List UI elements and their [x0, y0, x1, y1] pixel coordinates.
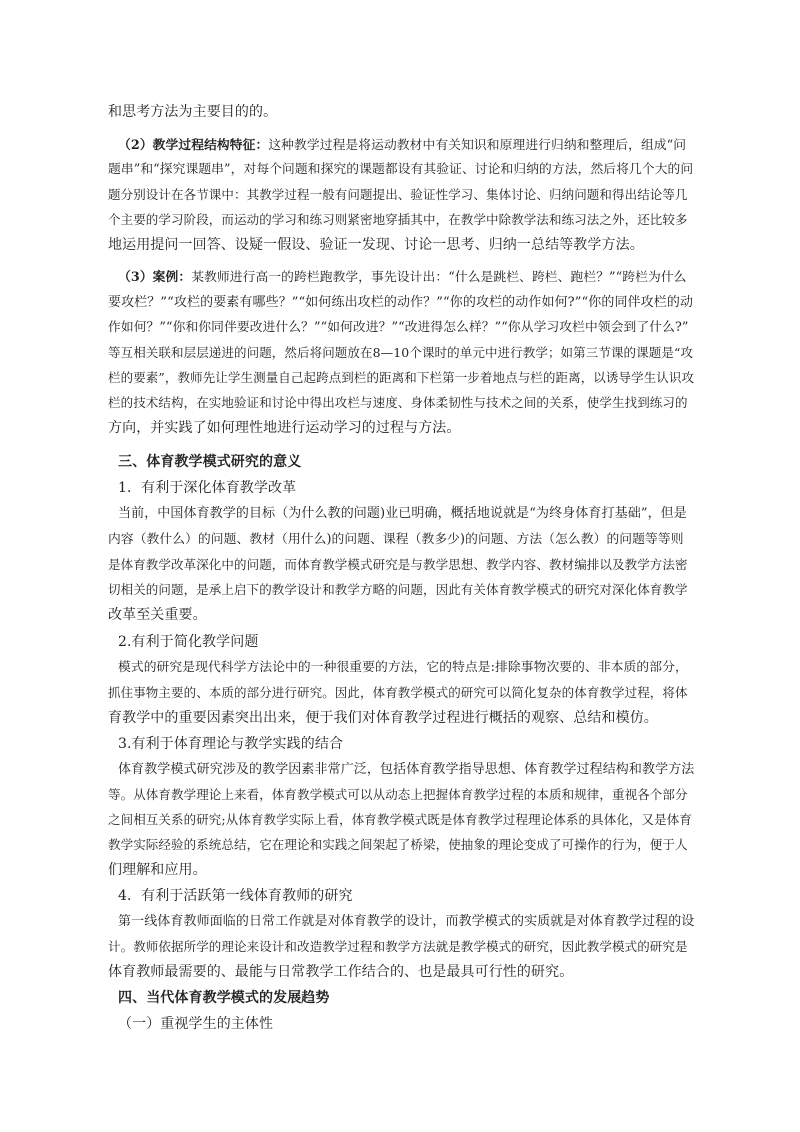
paragraph-line: 栏的要素”，教师先让学生测量自己起跨点到栏的距离和下栏第一步着地点与栏的距离，以诱导学生认识攻 — [108, 370, 694, 385]
paragraph-line: 改革至关重要。 — [108, 607, 207, 623]
paragraph-line: 题串”和“探究课题串”，对每个问题和探究的课题都设有其验证、讨论和归纳的方法，然后将几个大的问 — [108, 162, 694, 177]
paragraph-line: 方向，并实践了如何理性地进行运动学习的过程与方法。 — [108, 420, 461, 436]
chapter-heading-4: 四、当代体育教学模式的发展趋势 — [118, 990, 330, 1006]
paragraph-line: 栏的技术结构，在实地验证和讨论中得出攻栏与速度、身体柔韧性与技术之间的关系，使学生找到练习的 — [108, 395, 688, 410]
paragraph-line: 切相关的问题，是承上启下的教学设计和教学方略的问题，因此有关体育教学模式的研究对深化体育教学 — [108, 582, 688, 597]
paragraph-line: 等。从体育教学理论上来看，体育教学模式可以从动态上把握体育教学过程的本质和规律，重视各个部分 — [108, 787, 688, 802]
paragraph-line: 教学实际经验的系统总结，它在理论和实践之间架起了桥梁，使抽象的理论变成了可操作的行为，便于人 — [108, 837, 688, 852]
paragraph-line: 抓住事物主要的、本质的部分进行研究。因此，体育教学模式的研究可以简化复杂的体育教学过程，将体 — [108, 685, 688, 700]
paragraph-line: 个主要的学习阶段，而运动的学习和练习则紧密地穿插其中，在教学中除教学法和练习法之外，还比较多 — [108, 212, 688, 227]
paragraph-line: 要攻栏？”“攻栏的要素有哪些？”“如何练出攻栏的动作？”“你的攻栏的动作如何?”“你的同伴攻栏的动 — [108, 295, 694, 310]
paragraph-line: 地运用提问一回答、设疑一假设、验证一发现、讨论一思考、归纳一总结等教学方法。 — [108, 237, 644, 253]
paragraph-line: 题分别设计在各节课中：其教学过程一般有问题提出、验证性学习、集体讨论、归纳问题和得出结论等几 — [108, 187, 688, 202]
subheading-4-1: （一）重视学生的主体性 — [118, 1016, 274, 1032]
paragraph-line: 模式的研究是现代科学方法论中的一种很重要的方法，它的特点是:排除事物次要的、非本质的部分， — [118, 660, 688, 675]
subheading-3: 3.有利于体育理论与教学实践的结合 — [118, 736, 344, 752]
paragraph-line: 是体育教学改革深化中的问题，而体育教学模式研究是与教学思想、教学内容、教材编排以及教学方法密 — [108, 557, 688, 572]
subheading-1: 1．有利于深化体育教学改革 — [118, 480, 297, 496]
paragraph-line: 等互相关联和层层递进的问题，然后将问题放在8—10个课时的单元中进行教学；如第三节课的课题是“攻 — [108, 345, 694, 360]
paragraph-line: 第一线体育教师面临的日常工作就是对体育教学的设计，而教学模式的实质就是对体育教学过程的设 — [118, 914, 694, 929]
paragraph-line: 内容（教什么）的问题、教材（用什么)的问题、课程（教多少)的问题、方法（怎么教）的问题等等则 — [108, 532, 684, 547]
subheading-4: 4．有利于活跃第一线体育教师的研究 — [118, 888, 353, 904]
section-heading-case: （3）案例：某教师进行高一的跨栏跑教学，事先设计出：“什么是跳栏、跨栏、跑栏？”“跨栏为什么 — [118, 270, 687, 285]
subheading-2: 2.有利于简化教学问题 — [118, 634, 259, 650]
paragraph-line: 体育教学模式研究涉及的教学因素非常广泛，包括体育教学指导思想、体育教学过程结构和教学方法 — [118, 762, 694, 777]
paragraph-line: 当前，中国体育教学的目标（为什么教的问题)业已明确，概括地说就是“为终身体育打基础”，但是 — [118, 506, 687, 521]
chapter-heading-3: 三、体育教学模式研究的意义 — [118, 454, 302, 470]
paragraph-line: 育教学中的重要因素突出出来，便于我们对体育教学过程进行概括的观察、总结和模仿。 — [108, 710, 658, 726]
section-heading-structure: （2）教学过程结构特征：这种教学过程是将运动教材中有关知识和原理进行归纳和整理后，组成“问 — [118, 138, 687, 153]
paragraph-line: 和思考方法为主要目的的。 — [108, 104, 278, 120]
paragraph-line: 计。教师依据所学的理论来设计和改造教学过程和教学方法就是教学模式的研究，因此教学模式的研究是 — [108, 939, 688, 954]
paragraph-line: 之间相互关系的研究;从体育教学实际上看，体育教学模式既是体育教学过程理论体系的具体化，又是体育 — [108, 812, 692, 827]
paragraph-line: 体育教师最需要的、最能与日常教学工作结合的、也是最具可行性的研究。 — [108, 964, 574, 980]
paragraph-line: 作如何？”“你和你同伴要改进什么？”“如何改进？”“改进得怎么样？”“你从学习攻栏中领会到了什么?” — [108, 320, 689, 335]
paragraph-line: 们理解和应用。 — [108, 862, 207, 878]
